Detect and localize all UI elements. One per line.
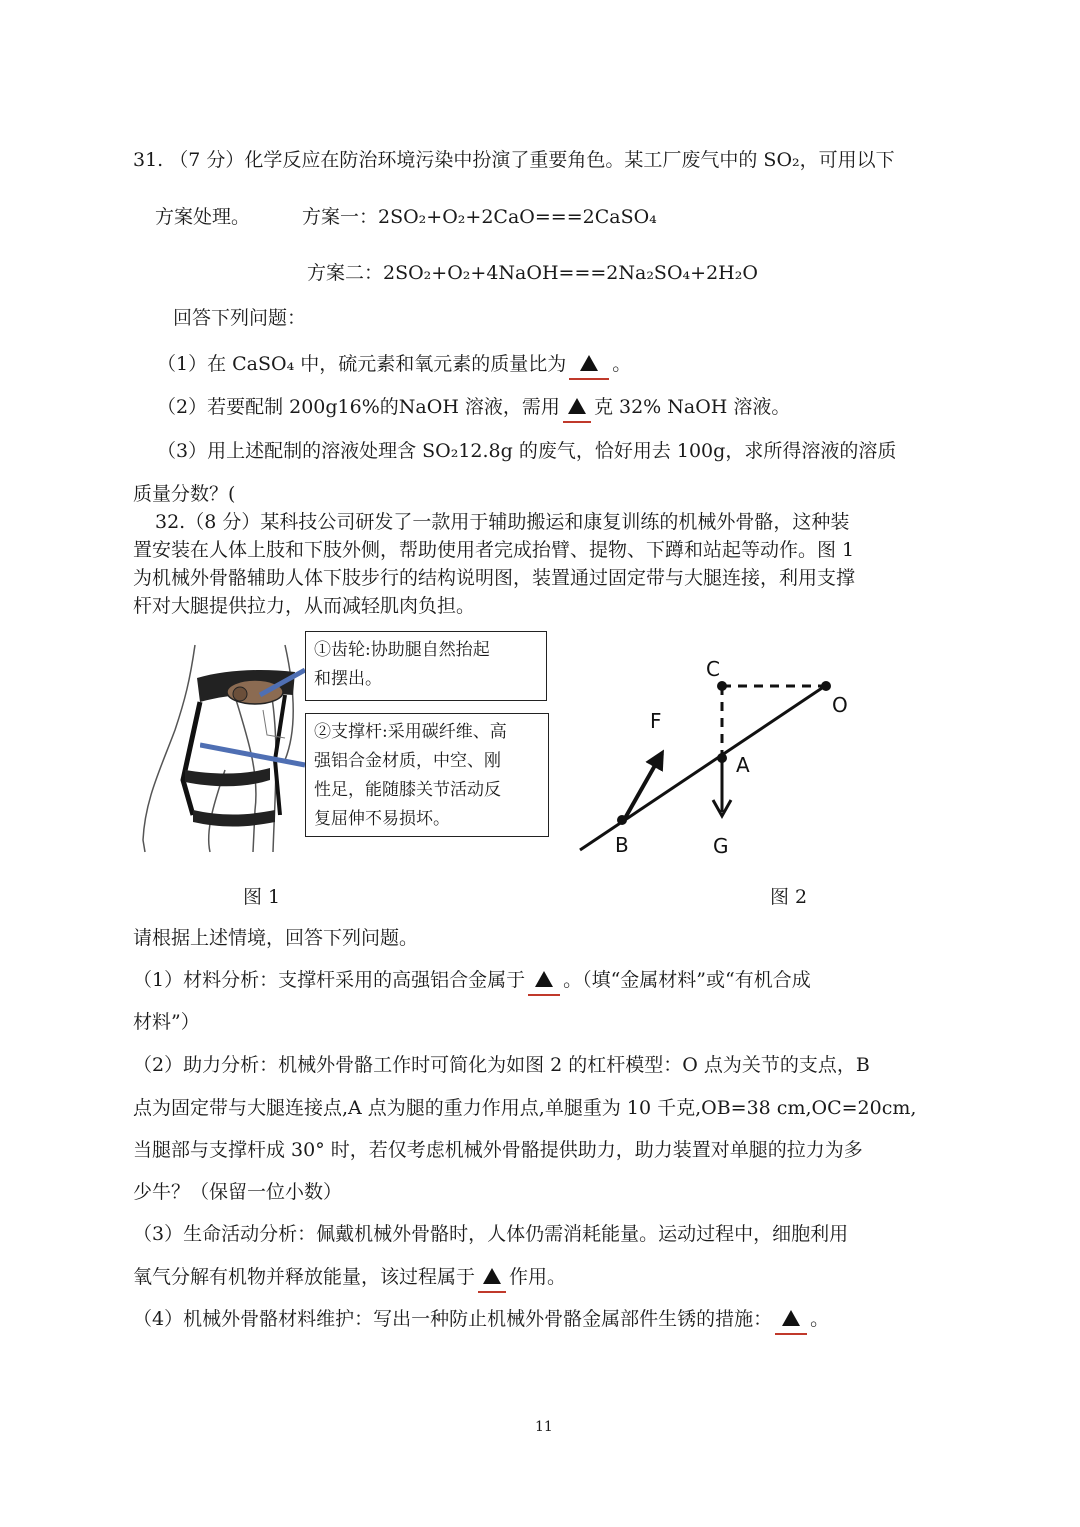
label-f: F	[650, 709, 662, 733]
q32-intro-2: 置安装在人体上肢和下肢外侧，帮助使用者完成抬臂、提物、下蹲和站起等动作。图 1	[133, 539, 855, 561]
callout-box-rod: ②支撑杆:采用碳纤维、高 强铝合金材质，中空、刚 性足，能随膝关节活动反 复屈伸不易损坏。	[305, 713, 549, 837]
q32-part3-2: 氧气分解有机物并释放能量，该过程属于 作用。	[133, 1263, 566, 1293]
answer-blank[interactable]	[528, 966, 560, 996]
point-o	[821, 681, 831, 691]
q31-scheme2: 方案二：2SO₂+O₂+4NaOH===2Na₂SO₄+2H₂O	[307, 262, 758, 284]
q32-intro-1: 32.（8 分）某科技公司研发了一款用于辅助搬运和康复训练的机械外骨骼，这种装	[155, 511, 850, 533]
q32-part1: （1）材料分析：支撑杆采用的高强铝合金属于 。（填“金属材料”或“有机合成	[133, 966, 811, 996]
q32-part4: （4）机械外骨骼材料维护：写出一种防止机械外骨骼金属部件生锈的措施： 。	[133, 1305, 829, 1335]
point-c	[717, 681, 727, 691]
label-g: G	[713, 834, 729, 858]
triangle-icon	[580, 355, 598, 371]
page-number: 11	[535, 1419, 553, 1435]
answer-blank[interactable]	[775, 1305, 807, 1335]
q32-part2-2: 点为固定带与大腿连接点,A 点为腿的重力作用点,单腿重为 10 千克,OB=38 cm,OC=20cm,	[133, 1097, 917, 1119]
q32-part3-1: （3）生命活动分析：佩戴机械外骨骼时，人体仍需消耗能量。运动过程中，细胞利用	[133, 1223, 849, 1245]
q32-part2-1: （2）助力分析：机械外骨骼工作时可简化为如图 2 的杠杆模型：O 点为关节的支点，B	[133, 1054, 870, 1076]
answer-blank[interactable]	[563, 393, 591, 423]
label-c: C	[706, 657, 720, 681]
q32-intro-4: 杆对大腿提供拉力，从而减轻肌肉负担。	[133, 595, 476, 617]
callout-box-gear: ①齿轮:协助腿自然抬起 和摆出。	[305, 631, 547, 701]
figure-2-lever-diagram	[570, 650, 860, 865]
lever-line	[580, 684, 828, 850]
q32-intro-3: 为机械外骨骼辅助人体下肢步行的结构说明图，装置通过固定带与大腿连接，利用支撑	[133, 567, 856, 589]
q31-scheme1: 方案一：2SO₂+O₂+2CaO===2CaSO₄	[302, 206, 657, 228]
triangle-icon	[568, 398, 586, 414]
force-arrow	[624, 753, 662, 820]
triangle-icon	[535, 971, 553, 987]
callout-lines	[200, 650, 310, 770]
q31-prompt: 回答下列问题：	[173, 307, 307, 329]
label-b: B	[615, 833, 629, 857]
answer-blank[interactable]	[478, 1263, 506, 1293]
q31-part3-cont: 质量分数？(	[133, 483, 236, 505]
label-a: A	[736, 753, 750, 777]
q31-part1: （1）在 CaSO₄ 中，硫元素和氧元素的质量比为 。	[157, 350, 631, 380]
q31-intro2: 方案处理。	[155, 206, 251, 228]
q31-part3: （3）用上述配制的溶液处理含 SO₂12.8g 的废气，恰好用去 100g，求所得溶液的溶质	[157, 440, 897, 462]
figure-1-caption: 图 1	[243, 886, 281, 908]
q32-part2-3: 当腿部与支撑杆成 30° 时，若仅考虑机械外骨骼提供助力，助力装置对单腿的拉力为多	[133, 1139, 863, 1161]
point-b	[617, 815, 627, 825]
figure-2-caption: 图 2	[770, 886, 808, 908]
point-a	[717, 753, 727, 763]
q32-prompt: 请根据上述情境，回答下列问题。	[133, 927, 419, 949]
label-o: O	[832, 693, 848, 717]
q32-part2-4: 少牛？（保留一位小数）	[133, 1181, 343, 1203]
q31-intro: 31. （7 分）化学反应在防治环境污染中扮演了重要角色。某工厂废气中的 SO₂，可用以下	[133, 149, 895, 171]
q32-part1-cont: 材料”）	[133, 1011, 200, 1033]
triangle-icon	[483, 1268, 501, 1284]
triangle-icon	[782, 1310, 800, 1326]
q31-part2: （2）若要配制 200g16%的NaOH 溶液，需用 克 32% NaOH 溶液。	[157, 393, 790, 423]
answer-blank[interactable]	[569, 350, 609, 380]
